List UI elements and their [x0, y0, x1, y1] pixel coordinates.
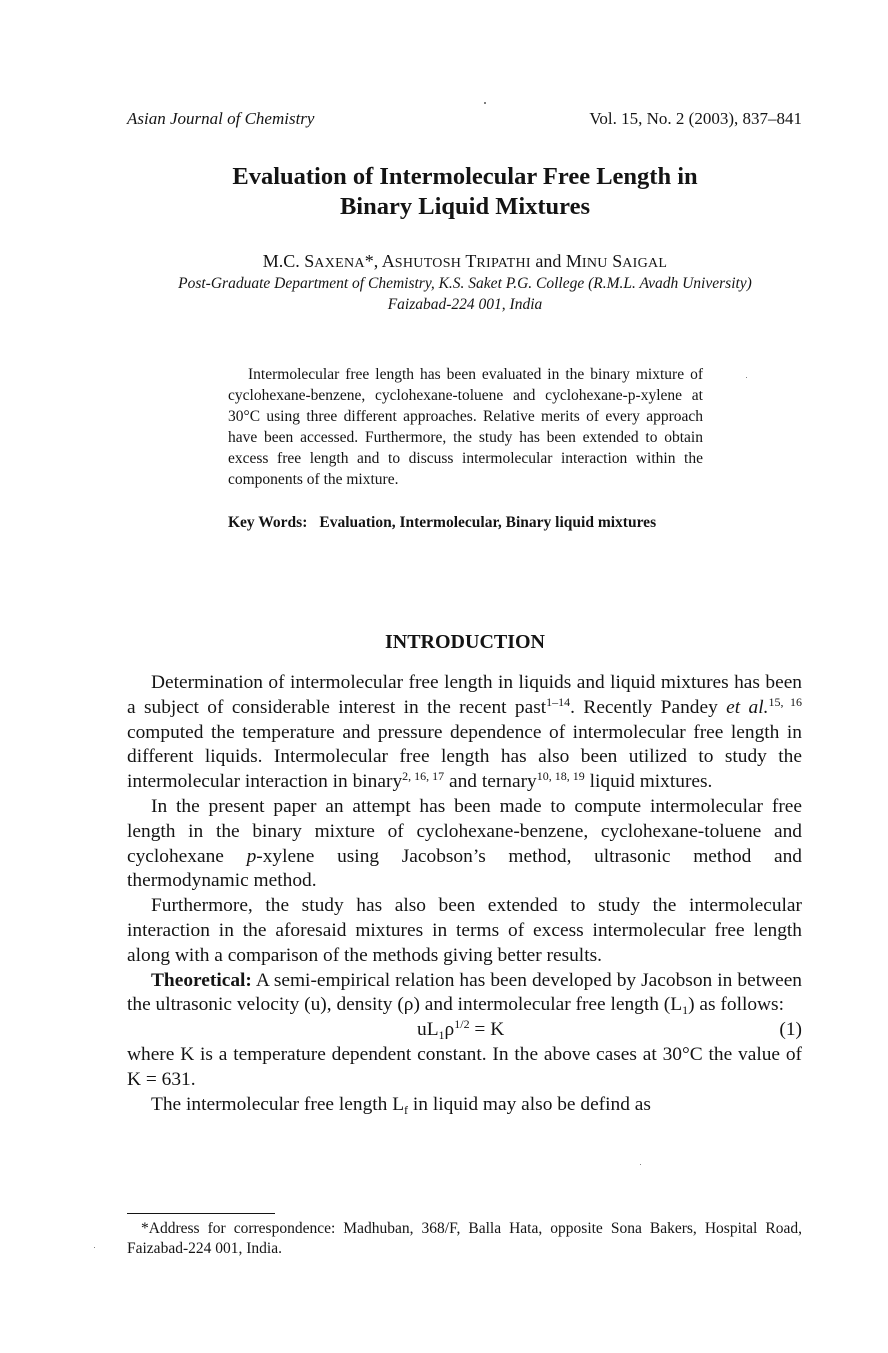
p2-text-a: In the present paper an attempt has been made to compute intermolecular free length in the binary mixture of cyclohexane-benzene, cyclohexane-toluene and cyclohexane [127, 795, 802, 867]
title-line-2: Binary Liquid Mixtures [339, 193, 591, 220]
theoretical-label: Theoretical: [151, 969, 252, 991]
p6-text-b: in liquid may also be defind as [408, 1093, 651, 1115]
et-al: et al. [726, 696, 769, 718]
p4-text-a: A semi-empirical relation has been developed by Jacobson in between the ultrasonic velocity (u), density (ρ) and intermolecular free length (L [127, 969, 802, 1016]
p1-text-a: Determination of intermolecular free length in liquids and liquid mixtures has been a subject of considerable interest in the recent past [127, 672, 802, 718]
author-2-last-smallcaps: RIPATHI [476, 256, 531, 271]
author-3-last-smallcaps: AIGAL [622, 256, 668, 271]
paragraph-5: where K is a temperature dependent constant. In the above cases at 30°C the value of K = 631. [127, 1044, 802, 1090]
paragraph-4 [127, 969, 802, 1019]
author-and: and [530, 251, 566, 271]
author-1-mark: *, [364, 251, 382, 271]
keywords [228, 512, 703, 533]
p4-text-b: ) as follows: [688, 994, 784, 1016]
equation-number: (1) [779, 1019, 802, 1041]
paragraph-1 [127, 671, 802, 795]
paper-title [0, 162, 888, 222]
author-1-smallcaps: AXENA [314, 256, 365, 271]
affiliation-line-1: Post-Graduate Department of Chemistry, K.S. Saket P.G. College (R.M.L. Avadh University) [178, 275, 752, 292]
citation-sup: 1–14 [546, 694, 571, 709]
p2-text-b: -xylene using Jacobson’s method, ultrasonic method and thermodynamic method. [127, 845, 803, 892]
eq-rho: ρ [444, 1019, 455, 1041]
subscript: 1 [682, 1003, 689, 1018]
author-3-last-cap: S [607, 251, 623, 271]
volume-info: Vol. 15, No. 2 (2003), 837–841 [589, 109, 802, 128]
paragraph-2 [127, 795, 802, 894]
eq-subscript: 1 [438, 1028, 445, 1043]
paragraph-6 [127, 1093, 802, 1118]
author-1-initials: M.C. [262, 251, 305, 271]
citation-sup: 2, 16, 17 [402, 769, 445, 784]
subscript: f [404, 1102, 409, 1117]
citation-sup: 10, 18, 19 [536, 769, 585, 784]
scan-speck [640, 1164, 641, 1165]
affiliation [0, 273, 888, 315]
section-heading-introduction: INTRODUCTION [384, 631, 546, 653]
p1-text-e: liquid mixtures. [584, 771, 713, 793]
equation-expression [417, 1018, 504, 1043]
affiliation-line-2: Faizabad-224 001, India [387, 296, 543, 313]
p1-text-c: computed the temperature and pressure dependence of intermolecular free length in different liquids. Intermolecular free length has also been utilized to study the intermolecular interaction in binary [127, 721, 802, 793]
footnote: *Address for correspondence: Madhuban, 368/F, Balla Hata, opposite Sona Bakers, Hospital Road, Faizabad-224 001, India. [127, 1220, 802, 1257]
author-2-last-cap: T [461, 251, 477, 271]
author-3-cap: M [565, 251, 582, 271]
p1-text-d: and ternary [444, 771, 537, 793]
keywords-label: Key Words: [228, 514, 308, 531]
body-text [127, 671, 802, 1118]
eq-rhs: = K [469, 1019, 505, 1041]
para-italic: p [246, 845, 257, 867]
scan-speck [746, 377, 747, 378]
author-1-cap: S [304, 251, 315, 271]
p6-text-a: The intermolecular free length L [151, 1093, 405, 1115]
paragraph-3: Furthermore, the study has also been extended to study the intermolecular interaction in the aforesaid mixtures in terms of excess intermolecular free length along with a comparison of the methods giving better results. [127, 895, 802, 966]
author-3-smallcaps: INU [581, 256, 608, 271]
author-2-cap: A [381, 251, 395, 271]
title-line-1: Evaluation of Intermolecular Free Length in [232, 163, 698, 190]
footnote-rule [127, 1213, 275, 1214]
scan-speck [484, 102, 486, 104]
author-list [0, 250, 888, 275]
abstract: Intermolecular free length has been evaluated in the binary mixture of cyclohexane-benzene, cyclohexane-toluene and cyclohexane-p-xylene at 30°C using three different approaches. Relative merits of every approach have been accessed. Furthermore, the study has been extended to obtain excess free length and to discuss intermolecular interaction within the components of the mixture. [228, 366, 703, 488]
eq-ul: uL [417, 1019, 439, 1041]
equation-1 [127, 1018, 802, 1043]
keywords-text: Evaluation, Intermolecular, Binary liquid mixtures [319, 514, 657, 531]
citation-sup: 15, 16 [768, 694, 803, 709]
eq-superscript: 1/2 [454, 1017, 470, 1032]
scan-speck [94, 1247, 95, 1248]
author-2-smallcaps: SHUTOSH [394, 256, 462, 271]
journal-name: Asian Journal of Chemistry [127, 109, 315, 128]
p1-text-b: . Recently Pandey [570, 696, 727, 718]
